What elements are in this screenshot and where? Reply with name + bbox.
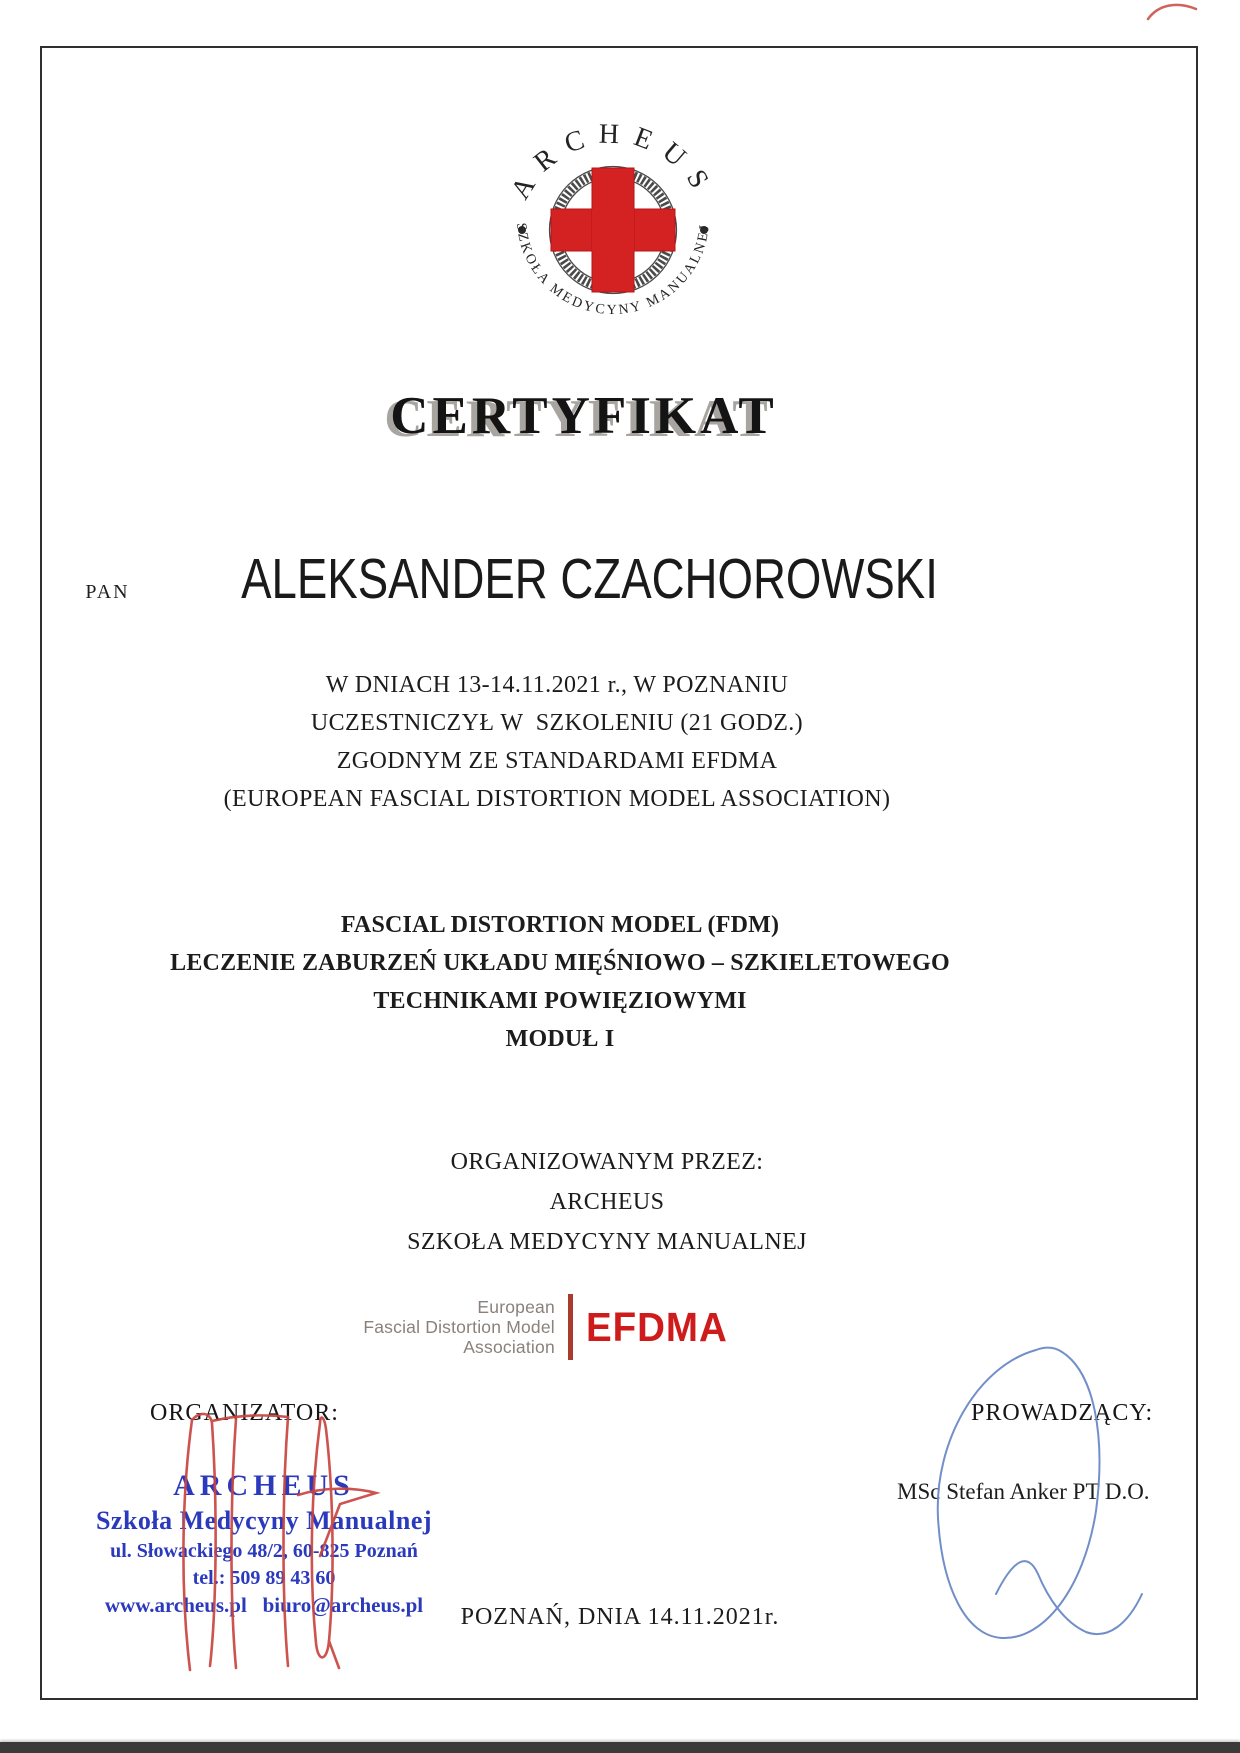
logo-arc-top-text: ARCHEUS [504,118,722,205]
body-line: (EUROPEAN FASCIAL DISTORTION MODEL ASSOCIATION) [223,786,891,812]
body-text-block [0,666,1114,818]
organized-by-line: SZKOŁA MEDYCYNY MANUALNEJ [407,1229,807,1255]
course-line: LECZENIE ZABURZEŃ UKŁADU MIĘŚNIOWO – SZKIELETOWEGO [170,950,950,976]
efdma-divider-bar [568,1294,573,1360]
scan-edge-band [0,1742,1240,1753]
efdma-text-line: Association [463,1337,555,1357]
date-line: POZNAŃ, DNIA 14.11.2021r. [460,1604,780,1630]
course-line: MODUŁ I [505,1026,615,1052]
course-line: TECHNIKAMI POWIĘZIOWYMI [373,988,747,1014]
stamp-line: ul. Słowackiego 48/2, 60-825 Poznań [110,1540,418,1562]
presenter-name: MSc Stefan Anker PT D.O. [897,1479,1150,1504]
logo-arc-bottom-text: SZKOŁA MEDYCYNY MANUALNEJ [513,222,713,319]
recipient-name: ALEKSANDER CZACHOROWSKI [240,547,938,611]
stamp-line: tel.: 509 89 43 60 [192,1567,336,1589]
efdma-logo-text [363,1297,555,1357]
presenter-label: PROWADZĄCY: [971,1400,1154,1426]
red-pen-corner-mark [1146,0,1198,26]
body-line: UCZESTNICZYŁ W SZKOLENIU (21 GODZ.) [310,710,804,736]
organizer-signature [168,1408,386,1690]
efdma-acronym: EFDMA [585,1303,728,1350]
efdma-text-line: European [477,1297,555,1317]
archeus-logo [458,118,768,338]
course-title-block [0,906,1120,1058]
body-line: ZGODNYM ZE STANDARDAMI EFDMA [336,748,778,774]
efdma-text-line: Fascial Distortion Model [363,1317,555,1337]
organized-by-line: ARCHEUS [549,1189,665,1215]
body-line: W DNIACH 13-14.11.2021 r., W POZNANIU [325,672,789,698]
organizer-label: ORGANIZATOR: [150,1400,339,1426]
stamp-line: Szkoła Medycyny Manualnej [95,1506,433,1535]
certificate-title: CERTYFIKAT [390,387,778,445]
stamp-line: www.archeus.pl biuro@archeus.pl [104,1593,424,1617]
course-line: FASCIAL DISTORTION MODEL (FDM) [340,912,780,938]
recipient-salutation: PAN [85,581,130,603]
recipient-row [0,546,1110,612]
organized-by-line: ORGANIZOWANYM PRZEZ: [450,1149,764,1175]
organized-by-block [0,1142,1214,1262]
stamp-line: ARCHEUS [173,1469,355,1502]
